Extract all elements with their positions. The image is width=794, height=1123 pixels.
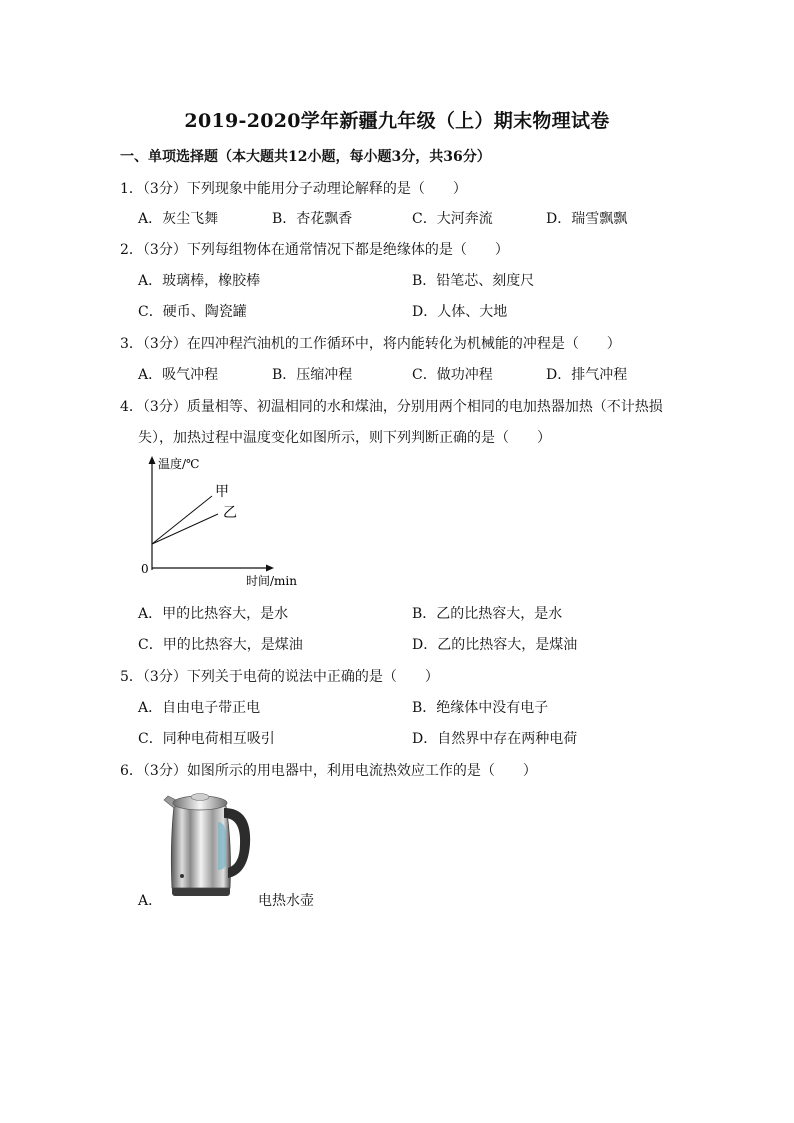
- graph-x-arrow: [266, 565, 274, 572]
- q5-option-a: A．自由电子带正电: [138, 700, 261, 716]
- graph-line-label-jia: 甲: [215, 484, 229, 500]
- q5-option-c: C．同种电荷相互吸引: [138, 731, 275, 747]
- section-heading: 一、单项选择题（本大题共12小题，每小题3分，共36分）: [120, 149, 491, 165]
- q3-option-b: B．压缩冲程: [272, 367, 353, 383]
- question-6-stem: 6．（3分）如图所示的用电器中，利用电流热效应工作的是（ ）: [120, 763, 537, 779]
- q2-option-a: A．玻璃棒，橡胶棒: [138, 273, 261, 289]
- kettle-lid-knob: [191, 794, 209, 801]
- q2-option-b: B．铅笔芯、刻度尺: [412, 273, 535, 289]
- kettle-water-window: [218, 822, 226, 870]
- question-4-stem-line1: 4．（3分）质量相等、初温相同的水和煤油，分别用两个相同的电加热器加热（不计热损: [120, 399, 663, 415]
- graph-line-yi: [152, 514, 218, 544]
- q3-option-a: A．吸气冲程: [138, 367, 219, 383]
- q2-option-d: D．人体、大地: [412, 304, 508, 320]
- question-2-stem: 2．（3分）下列每组物体在通常情况下都是绝缘体的是（ ）: [120, 242, 509, 258]
- graph-line-jia: [152, 496, 212, 544]
- q4-option-d: D．乙的比热容大，是煤油: [412, 637, 578, 653]
- electric-kettle-image: [160, 784, 256, 900]
- graph-x-label: 时间/min: [246, 574, 297, 588]
- q2-option-c: C．硬币、陶瓷罐: [138, 304, 247, 320]
- q5-option-b: B．绝缘体中没有电子: [412, 700, 549, 716]
- q1-option-a: A．灰尘飞舞: [138, 211, 219, 227]
- kettle-logo-icon: [180, 874, 184, 878]
- graph-origin-label: 0: [141, 562, 149, 576]
- q5-option-d: D．自然界中存在两种电荷: [412, 731, 578, 747]
- temperature-time-graph: [130, 452, 330, 592]
- q3-option-d: D．排气冲程: [546, 367, 628, 383]
- q4-option-a: A．甲的比热容大，是水: [138, 606, 289, 622]
- question-1-stem: 1．（3分）下列现象中能用分子动理论解释的是（ ）: [120, 181, 467, 197]
- q1-option-b: B．杏花飘香: [272, 211, 353, 227]
- graph-y-label: 温度/℃: [158, 457, 200, 471]
- q4-option-b: B．乙的比热容大，是水: [412, 606, 563, 622]
- question-4-stem-line2: 失），加热过程中温度变化如图所示，则下列判断正确的是（ ）: [138, 430, 551, 446]
- q1-option-c: C．大河奔流: [412, 211, 493, 227]
- graph-line-label-yi: 乙: [223, 505, 237, 521]
- question-5-stem: 5．（3分）下列关于电荷的说法中正确的是（ ）: [120, 669, 439, 685]
- q6-option-a-prefix: A．: [138, 893, 163, 909]
- q3-option-c: C．做功冲程: [412, 367, 493, 383]
- graph-y-arrow: [149, 456, 156, 464]
- page-title: 2019-2020学年新疆九年级（上）期末物理试卷: [184, 110, 610, 132]
- q6-option-a-caption: 电热水壶: [258, 893, 314, 909]
- q4-option-c: C．甲的比热容大，是煤油: [138, 637, 303, 653]
- question-3-stem: 3．（3分）在四冲程汽油机的工作循环中，将内能转化为机械能的冲程是（ ）: [120, 336, 621, 352]
- q1-option-d: D．瑞雪飘飘: [546, 211, 628, 227]
